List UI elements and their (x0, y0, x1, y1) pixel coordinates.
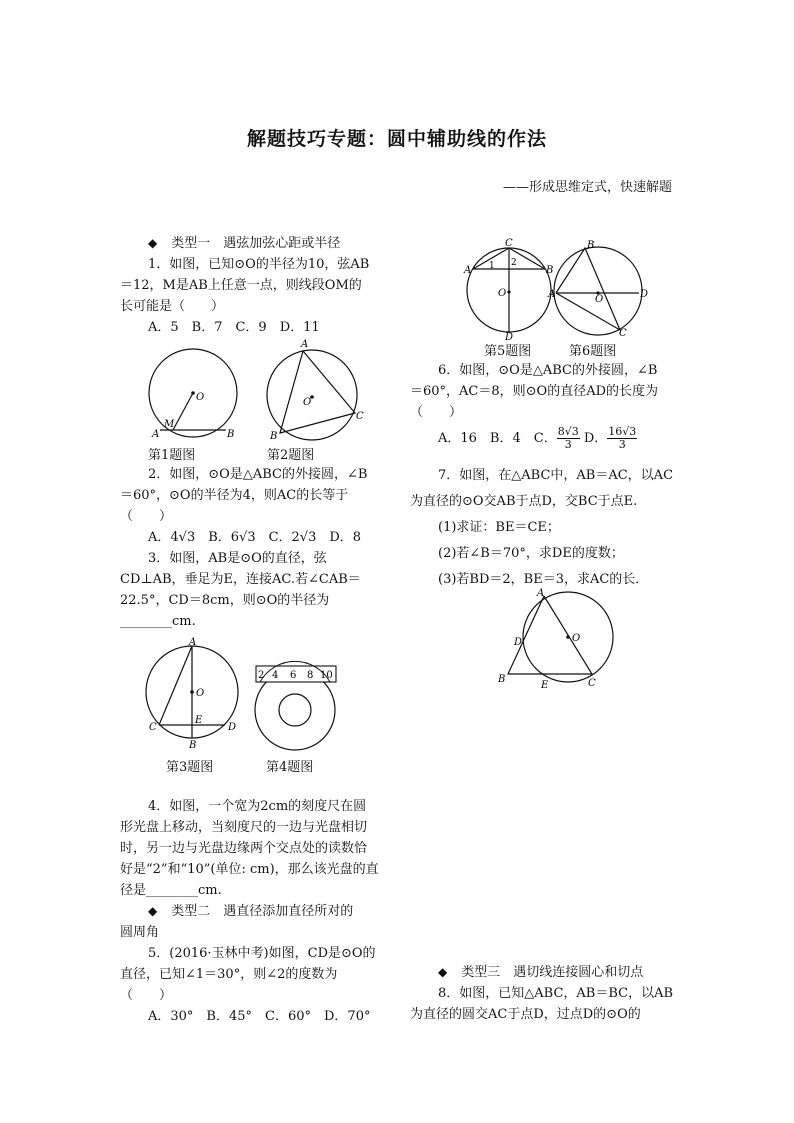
label-C: C (588, 678, 596, 689)
label-A: A (548, 289, 556, 300)
caption-fig2: 第2题图 (267, 448, 315, 463)
q7-line1: 7．如图，在△ABC中，AB＝AC，以AC (438, 468, 674, 483)
q8-line1: 8．如图，已知△ABC，AB＝BC，以AB (438, 986, 674, 1001)
right-column-q6 (410, 360, 658, 423)
ruler-tick-6: 6 (290, 670, 297, 681)
q5-line1: 5．(2016·玉林中考)如图，CD是⊙O的 (148, 946, 376, 961)
q4-line2: 形光盘上移动，当刻度尺的一边与光盘相切 (120, 820, 368, 835)
q1-line2: ＝12，M是AB上任意一点，则线段OM的 (120, 278, 362, 293)
label-C: C (149, 722, 157, 733)
label-B: B (270, 431, 278, 442)
q7-part2: (2)若∠B＝70°，求DE的度数； (438, 546, 624, 561)
label-A: A (189, 637, 197, 648)
label-A: A (301, 339, 309, 350)
figure-1 (140, 345, 250, 445)
label-O: O (196, 392, 205, 403)
figure-6 (545, 238, 653, 338)
left-column-q2 (120, 464, 367, 632)
label-D: D (505, 332, 514, 340)
q5-line2: 直径，已知∠1＝30°，则∠2的度数为 (120, 967, 338, 982)
q7-part3: (3)若BD＝2，BE＝3，求AC的长． (438, 572, 649, 587)
q1-line3: 长可能是（ ） (120, 299, 225, 314)
label-C: C (619, 328, 627, 338)
label-C: C (505, 238, 513, 249)
q4-line1: 4．如图，一个宽为2cm的刻度尺在圆 (148, 799, 367, 814)
caption-fig3: 第3题图 (166, 760, 214, 775)
q5-line3: （ ） (120, 988, 173, 1003)
label-E: E (541, 680, 549, 691)
left-column-top (120, 233, 369, 338)
q2-options: A．4√3 B．6√3 C．2√3 D．8 (148, 530, 362, 545)
caption-fig4: 第4题图 (266, 760, 314, 775)
q6-option-d: D． (583, 431, 608, 446)
section-1: ◆ 类型一 遇弦加弦心距或半径 (148, 236, 341, 251)
figure-7 (494, 586, 624, 692)
label-B: B (587, 240, 595, 251)
q2-line1: 2．如图，⊙O是△ABC的外接圆，∠B (148, 467, 368, 482)
q3-line4: ________cm. (120, 614, 196, 629)
label-O: O (196, 688, 205, 699)
q4-line3: 时，另一边与光盘边缘两个交点处的读数恰 (120, 841, 368, 856)
label-O: O (498, 288, 507, 299)
label-O: O (303, 397, 312, 408)
ruler-tick-8: 8 (307, 670, 314, 681)
label-D: D (640, 289, 649, 300)
ruler-tick-10: 10 (320, 670, 333, 681)
q6-line1: 6．如图，⊙O是△ABC的外接圆，∠B (438, 363, 658, 378)
q3-line1: 3．如图，AB是⊙O的直径，弦 (148, 551, 327, 566)
figure-2 (258, 335, 370, 445)
label-B: B (189, 740, 197, 751)
label-O: O (572, 633, 581, 644)
figure-5 (462, 236, 554, 340)
q2-line3: （ ） (120, 509, 173, 524)
left-column-q4 (120, 796, 379, 1027)
q8-line2: 为直径的圆交AC于点D，过点D的⊙O的 (410, 1007, 641, 1022)
caption-fig6: 第6题图 (569, 344, 617, 359)
section-2-cont: 圆周角 (120, 925, 160, 940)
fraction-c: $\frac{8√3}{3}$ (557, 425, 579, 451)
section-3: ◆ 类型三 遇切线连接圆心和切点 (438, 965, 644, 980)
label-A: A (464, 265, 472, 276)
label-D: D (228, 722, 237, 733)
label-O: O (595, 294, 604, 305)
caption-fig1: 第1题图 (148, 448, 196, 463)
q5-options: A．30° B．45° C．60° D．70° (148, 1009, 371, 1024)
q1-options: A．5 B．7 C．9 D．11 (148, 320, 320, 335)
q1-line1: 1．如图，已知⊙O的半径为10，弦AB (148, 257, 370, 272)
caption-fig5: 第5题图 (484, 344, 532, 359)
figure-4 (250, 660, 342, 752)
label-E: E (195, 715, 203, 726)
q3-line2: CD⊥AB，垂足为E，连接AC.若∠CAB＝ (120, 572, 361, 587)
ruler-tick-4: 4 (272, 670, 279, 681)
angle-2: 2 (511, 258, 517, 268)
q2-line2: ＝60°，⊙O的半径为4，则AC的长等于 (120, 488, 349, 503)
right-column-q8 (410, 962, 673, 1025)
q4-line4: 好是“2”和“10”(单位: cm)，那么该光盘的直 (120, 862, 379, 877)
q6-options-ab: A．16 B．4 C． (438, 431, 557, 446)
label-D: D (514, 637, 523, 648)
q7-line2: 为直径的⊙O交AB于点D，交BC于点E. (410, 494, 638, 509)
ruler-tick-2: 2 (258, 670, 265, 681)
fraction-d: $\frac{16√3}{3}$ (608, 425, 637, 451)
label-B: B (227, 429, 235, 440)
page-title: 解题技巧专题：圆中辅助线的作法 (246, 128, 547, 150)
label-B: B (546, 265, 554, 276)
label-A: A (152, 429, 160, 440)
figure-3 (140, 636, 250, 751)
page-subtitle: ——形成思维定式，快速解题 (502, 180, 672, 195)
label-M: M (164, 419, 175, 430)
right-column-q7 (410, 463, 673, 593)
q6-line2: ＝60°，AC＝8，则⊙O的直径AD的长度为 (410, 384, 659, 399)
q3-line3: 22.5°，CD＝8cm，则⊙O的半径为 (120, 593, 330, 608)
label-B: B (498, 674, 506, 685)
q4-line5: 径是________cm. (120, 883, 222, 898)
label-A: A (537, 588, 545, 599)
q6-line3: （ ） (410, 405, 463, 420)
section-2: ◆ 类型二 遇直径添加直径所对的 (148, 904, 354, 919)
q6-options (410, 424, 637, 454)
q7-part1: (1)求证：BE＝CE； (438, 520, 560, 535)
label-C: C (356, 411, 364, 422)
angle-1: 1 (489, 261, 495, 271)
